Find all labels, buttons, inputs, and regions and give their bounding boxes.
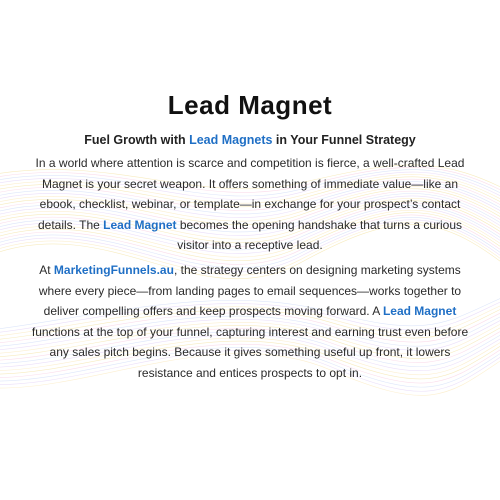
lead-magnet-link[interactable]: Lead Magnet (103, 217, 177, 232)
subtitle-text-before: Fuel Growth with (84, 133, 190, 147)
lead-magnet-link-2[interactable]: Lead Magnet (382, 304, 457, 318)
strategy-text-middle: , the strategy centers on designing marketing systems where every piece—from landing pages to email sequences—works together to deliver compelling offers and keep prospects moving forward. A (38, 263, 462, 318)
strategy-paragraph (25, 260, 475, 383)
strategy-text-after: functions at the top of your funnel, capturing interest and earning trust even before any sales pitch begins. Because it gives something useful up front, it lowers resistance and entices prospects to opt in. (31, 324, 469, 380)
intro-text-after: becomes the opening handshake that turns a curious visitor into a receptive lead. (176, 217, 463, 252)
strategy-text-before: At (39, 263, 54, 277)
intro-paragraph (25, 153, 475, 256)
intro-text-before: In a world where attention is scarce and competition is fierce, a well-crafted Lead Magnet is your secret weapon. It offers something of immediate value—like an ebook, checklist, webinar, or template—in exchange for your prospect’s contact details. The (35, 156, 465, 232)
subtitle-text-after: in Your Funnel Strategy (272, 133, 416, 147)
page-title: Lead Magnet (167, 90, 333, 120)
page-subtitle (0, 133, 500, 147)
marketingfunnels-link[interactable]: MarketingFunnels.au (53, 263, 174, 277)
lead-magnets-link[interactable]: Lead Magnets (189, 133, 273, 147)
